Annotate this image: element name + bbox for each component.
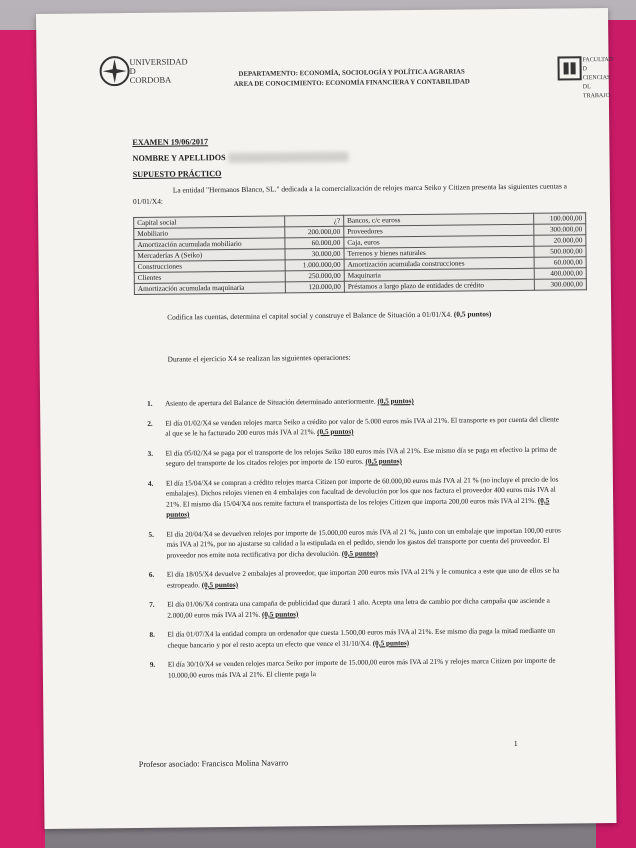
item-text: El día 01/06/X4 contrata una campaña de publicidad que durará 1 año. Acepta una letra de cambio por dicha campaña que asciende a 2.000,00 euros más IVA al 21%. xyxy=(167,596,550,620)
faculty-line-1: FACULTAD xyxy=(582,56,614,64)
account-value: 100.000,00 xyxy=(533,213,585,225)
task-text: Codifica las cuentas, determina el capital social y construye el Balance de Situación a 01/01/X4. xyxy=(167,309,453,322)
item-number: 5. xyxy=(148,530,154,539)
list-item xyxy=(147,394,565,409)
account-name: Amortización acumulada construcciones xyxy=(344,257,534,270)
account-value: 60.000,00 xyxy=(534,257,586,269)
item-number: 9. xyxy=(149,660,156,669)
faculty-logo-icon xyxy=(556,54,582,82)
list-item xyxy=(147,444,566,469)
university-logo-icon xyxy=(96,53,132,89)
account-value: 500.000,00 xyxy=(534,246,586,258)
item-points: (0,5 puntos) xyxy=(372,638,410,648)
exam-paper xyxy=(36,8,617,829)
account-name: Amortización acumulada maquinaria xyxy=(134,282,285,295)
list-item xyxy=(147,474,566,520)
name-label: NOMBRE Y APELLIDOS xyxy=(132,153,226,163)
task-points: (0,5 puntos) xyxy=(453,309,492,319)
accounts-table xyxy=(133,212,587,295)
intro-paragraph: La entidad "Hermanos Blanco, SL." dedicada a la comercialización de relojes marca Seiko y Citizen presenta las siguientes cuentas a 01/01/X4: xyxy=(132,181,567,206)
account-name: Préstamos a largo plazo de entidades de crédito xyxy=(344,279,534,292)
account-name: Mercaderías A (Seiko) xyxy=(134,249,285,262)
operations-intro: Durante el ejercicio X4 se realizan las siguientes operaciones: xyxy=(167,352,351,364)
item-points: (0,5 puntos) xyxy=(201,580,239,589)
item-text: Asiento de apertura del Balance de Situación determinado anteriormente. xyxy=(165,397,376,408)
item-number: 2. xyxy=(147,419,153,428)
exam-heading xyxy=(132,133,349,183)
list-item xyxy=(147,414,565,439)
department-line: DEPARTAMENTO: ECONOMÍA, SOCIOLOGÍA Y POLÍTICA AGRARIAS xyxy=(238,68,465,78)
operations-list xyxy=(147,394,568,689)
item-number: 1. xyxy=(147,399,153,408)
letterhead xyxy=(96,48,614,113)
knowledge-area-line: AREA DE CONOCIMIENTO: ECONOMÍA FINANCIERA Y CONTABILIDAD xyxy=(233,78,470,88)
account-name: Construcciones xyxy=(134,260,285,273)
item-text: El día 30/10/X4 se venden relojes marca Seiko por importe de 15.000,00 euros más IVA al 21% y relojes marca Citizen por importe de 10.000,00 euros más IVA al 21%. El cliente paga la xyxy=(167,656,556,680)
list-item xyxy=(149,595,567,620)
item-text: El día 20/04/X4 se devuelven relojes por importe de 15.000,00 euros más IVA al 21 %, junto con un embalaje que importan 100,00 euros más IVA al 21%, por no ajustarse su calidad a la estipulada en el pedido, siendo los gastos del transporte por cuenta del proveedor. El proveedor nos emite nota rectificativa por dicha devolución. xyxy=(166,526,561,560)
account-value: 300.000,00 xyxy=(534,279,586,291)
account-value: 60.000,00 xyxy=(284,237,343,249)
task-paragraph xyxy=(167,308,577,323)
faculty-line-3: DL TRABAJO xyxy=(582,84,610,100)
account-name: Mobiliario xyxy=(134,227,285,240)
account-name: Maquinaria xyxy=(344,268,534,281)
account-value: 120.000,00 xyxy=(285,281,344,293)
item-points: (0,5 puntos) xyxy=(317,427,354,437)
university-line-1: UNIVERSIDAD xyxy=(129,56,188,68)
item-points: (0,5 puntos) xyxy=(261,609,299,619)
item-number: 6. xyxy=(148,570,155,579)
list-item xyxy=(149,625,567,650)
faculty-line-2: D CIENCIAS xyxy=(582,66,611,82)
item-points: (0,5 puntos) xyxy=(166,496,550,519)
list-item xyxy=(149,655,568,680)
account-name: Capital social xyxy=(134,216,285,229)
account-name: Terrenos y bienes naturales xyxy=(344,246,534,259)
redacted-name xyxy=(229,152,349,163)
item-points: (0,5 puntos) xyxy=(377,397,414,406)
account-name: Caja, euros xyxy=(344,235,534,248)
item-text: El día 01/07/X4 la entidad compra un ordenador que cuesta 1.500,00 euros más IVA al 21%. Ese mismo día paga la mitad mediante un cheque bancario y por el resto acepta un efecto que vence el 31/10/X4. xyxy=(167,626,556,650)
item-text: El día 18/05/X4 devuelve 2 embalajes al proveedor, que importan 200 euros más IVA al 21% y le comunica a este que uno de ellos se ha estropeado. xyxy=(166,566,560,590)
page-number: 1 xyxy=(513,738,518,749)
university-name xyxy=(129,57,187,85)
account-value: 400.000,00 xyxy=(534,268,586,280)
account-value: 200.000,00 xyxy=(284,226,343,238)
item-number: 8. xyxy=(149,630,155,639)
account-name: Amortización acumulada mobiliario xyxy=(134,238,285,251)
account-value: 250.000,00 xyxy=(285,270,344,282)
item-number: 3. xyxy=(147,449,154,458)
account-name: Proveedores xyxy=(344,224,534,237)
university-line-2: D xyxy=(129,65,136,77)
item-points: (0,5 puntos) xyxy=(341,548,379,558)
list-item xyxy=(148,525,566,561)
account-value: 1.000.000,00 xyxy=(285,259,344,271)
item-text: El día 15/04/X4 se compran a crédito relojes marca Citizen por importe de 60.000,00 euros más IVA al 21 % (no incluye el precio de los embalajes). Dichos relojes vienen en 4 embalajes con facultad de devolución por los que nos factura el proveedor 400 euros más IVA al 21%. El mismo día 15/04/X4 nos remite factura el transportista de los relojes Citizen que importa 200,00 euros más IVA al 21%. xyxy=(165,475,559,509)
item-text: El día 05/02/X4 se paga por el transporte de los relojes Seiko 180 euros más IVA al 21%. Ese mismo día se paga en efectivo la prima de seguro del transporte de los citados relojes por importe de 150 euros. xyxy=(165,445,557,468)
name-field xyxy=(132,149,348,167)
account-name: Bancos, c/c euross xyxy=(344,213,534,226)
account-value: 30.000,00 xyxy=(285,248,344,260)
account-name: Clientes xyxy=(134,271,285,284)
faculty-name xyxy=(582,56,613,101)
exam-title: EXAMEN 19/06/2017 xyxy=(132,137,209,147)
department-heading xyxy=(187,67,517,90)
account-value: 20.000,00 xyxy=(534,235,586,247)
list-item xyxy=(148,565,567,590)
account-value: ¿? xyxy=(284,215,343,227)
item-number: 7. xyxy=(149,600,155,609)
practical-label: SUPUESTO PRÁCTICO xyxy=(132,169,222,179)
account-value: 300.000,00 xyxy=(534,224,586,236)
footer-professor: Profesor asociado: Francisco Molina Navarro xyxy=(138,758,289,769)
university-line-3: CORDOBA xyxy=(129,74,172,86)
item-text: El día 01/02/X4 se venden relojes marca Seiko a crédito por valor de 5.000 euros más IVA al 21%. El transporte es por cuenta del cliente al que se le ha facturado 200 euros más IVA al 21%. xyxy=(165,415,559,438)
item-points: (0,5 puntos) xyxy=(365,457,402,466)
item-number: 4. xyxy=(147,479,154,488)
